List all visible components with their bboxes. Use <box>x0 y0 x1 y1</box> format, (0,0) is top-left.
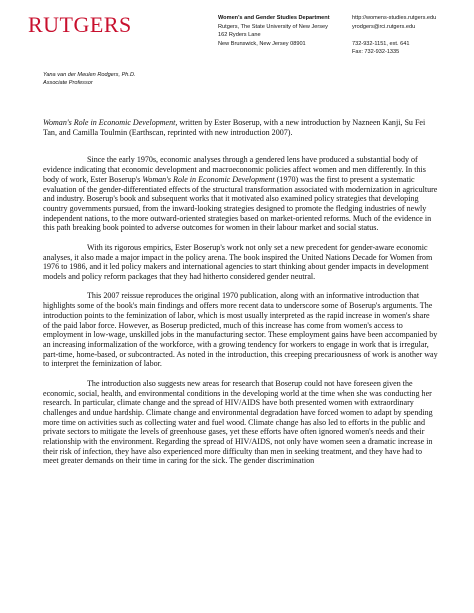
paragraph-3: This 2007 reissue reproduces the original 1970 publication, along with an informative introduction that highlights some of the book's main findings and offers more recent data to underscore some of Boserup's arguments. The introduction points to the feminization of labor, which is most usually interpreted as the rapid increase in women's share of the paid labor force. However, as Boserup predicted, much of this increase has come from women's access to employment in low-wage, unskilled jobs in the manufacturing sector. These employment gains have been accompanied by an increasing informalization of the workforce, with a growing tendency for workers to engage in work that is irregular, part-time, home-based, or subcontracted. As noted in the introduction, this creeping precariousness of work is another way to interpret the feminization of labor. <box>43 291 438 369</box>
department-name: Women's and Gender Studies Department <box>218 15 330 21</box>
paragraph-1 <box>43 155 438 233</box>
author-name: Yana van der Meulen Rodgers, Ph.D. <box>43 72 136 78</box>
address-line: 162 Ryders Lane <box>218 32 261 39</box>
department-address-block <box>218 14 330 48</box>
paragraph-4: The introduction also suggests new areas for research that Boserup could not have foreseen given the economic, social, health, and environmental conditions in the developing world at the time when she was conducting her research. In particular, climate change and the spread of HIV/AIDS have both presented women with extraordinary challenges and undue hardship. Climate change and environmental degradation have forced women to adapt by spending more time on activities such as collecting water and fuel wood. Climate change has also led to efforts in the public and private sectors to mitigate the levels of greenhouse gases, yet these efforts have often ignored women's needs and their relationship with the environment. Regarding the spread of HIV/AIDS, not only have women seen a dramatic increase in their risk of infection, they have also experienced more difficulty than men in seeking treatment, and they have had to meet greater demands on their time in caring for the sick. The gender discrimination <box>43 378 433 466</box>
intro-text: , written by Ester Boserup, with a new introduction by Nazneen Kanji, Su Fei Tan, and Camilla Toulmin (Earthscan, reprinted with new introduction 2007). <box>43 118 426 137</box>
paragraph-text: Since the early 1970s, economic analyses through a gendered lens have produced a substantial body of evidence indicating that economic development and macroeconomic policies affect women and men differently. In this body of work, Ester Boserup's <box>43 155 426 184</box>
phone-number: 732-932-1151, ext. 641 <box>352 40 410 47</box>
address-line: New Brunswick, New Jersey 08901 <box>218 40 306 47</box>
book-title-inline: Woman's Role in Economic Development <box>142 174 275 184</box>
website-url: http://womens-studies.rutgers.edu <box>352 15 437 21</box>
author-block <box>43 71 136 88</box>
fax-number: Fax: 732-932-1335 <box>352 49 400 56</box>
email-address: yrodgers@rci.rutgers.edu <box>352 23 416 30</box>
intro-paragraph <box>43 118 438 137</box>
paragraph-2: With its rigorous empirics, Ester Boserup's work not only set a new precedent for gender-aware economic analyses, it also made a major impact in the policy arena. The book inspired the United Nations Decade for Women from 1976 to 1986, and it led policy makers and international agencies to start thinking about gender impacts in development models and policy reform packages that they had hitherto considered gender neutral. <box>43 242 433 281</box>
author-title: Associate Professor <box>43 80 93 87</box>
review-body <box>43 118 438 476</box>
paragraph-text: (1970) was the first to present a systematic evaluation of the gender-differentiated effects of the structural transformation associated with modernization in agriculture and industry. Boserup's book and subsequent works that it motivated also examined policy strategies that developing country governments pursued, from the inward-looking strategies designed to promote the fledging industries of newly independent nations, to the more outward-oriented strategies based on market-oriented reforms. Much of the evidence in this path breaking book pointed to adverse outcomes for women in their labour market and social status. <box>43 174 438 233</box>
rutgers-logo: RUTGERS <box>28 12 132 37</box>
contact-block <box>352 14 436 57</box>
address-line: Rutgers, The State University of New Jersey <box>218 23 328 30</box>
book-title: Woman's Role in Economic Development <box>43 118 176 127</box>
